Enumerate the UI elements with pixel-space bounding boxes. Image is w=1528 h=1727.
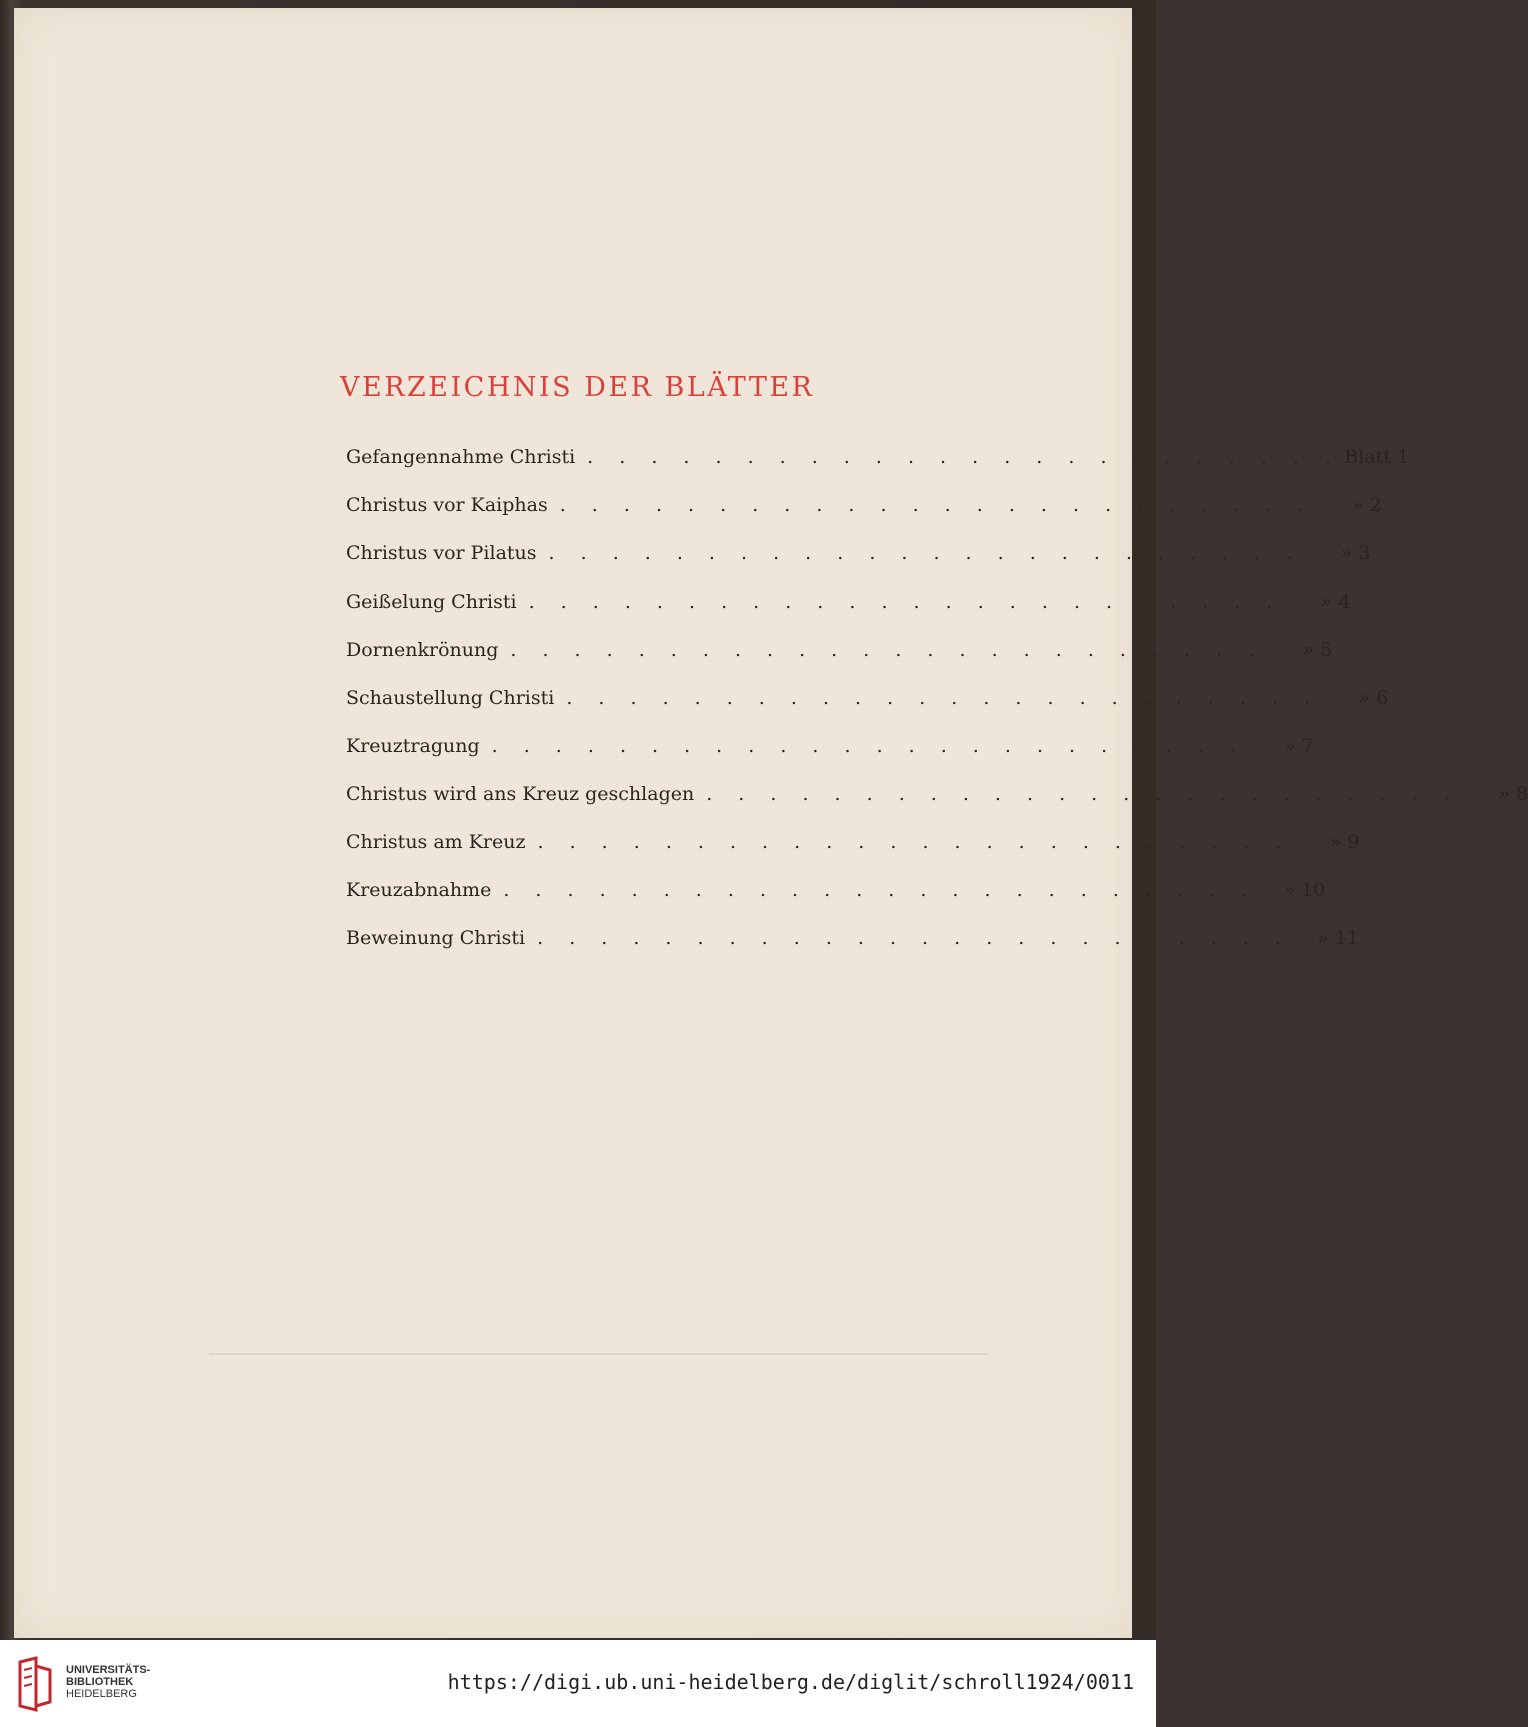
toc-heading: VERZEICHNIS DER BLÄTTER: [340, 372, 815, 403]
toc-entry-title: Christus vor Kaiphas: [346, 494, 548, 516]
toc-entry-ref: » 10: [1283, 879, 1326, 901]
book-page: [14, 8, 1132, 1638]
toc-entry: [346, 687, 1389, 717]
toc-entry: [346, 591, 1351, 621]
toc-leader-dots: . . . . . . . . . . . . . . . . . . . . . . . .: [566, 687, 1321, 709]
toc-entry: [346, 879, 1326, 909]
toc-entry-title: Schaustellung Christi: [346, 687, 555, 709]
toc-entry-ref: » 4: [1320, 591, 1351, 613]
toc-entry: [346, 542, 1371, 572]
toc-leader-dots: . . . . . . . . . . . . . . . . . . . . . . . .: [587, 446, 1342, 468]
toc-entry-title: Beweinung Christi: [346, 927, 526, 949]
toc-entry: [346, 446, 1410, 476]
permalink-url[interactable]: https://digi.ub.uni-heidelberg.de/diglit/schroll1924/0011: [447, 1670, 1134, 1694]
toc-entry: [346, 639, 1333, 669]
toc-entry: [346, 735, 1314, 765]
toc-entry-title: Christus vor Pilatus: [346, 542, 537, 564]
toc-entry-ref: » 7: [1283, 735, 1314, 757]
toc-entry-title: Geißelung Christi: [346, 591, 517, 613]
library-name-line: UNIVERSITÄTS-: [66, 1664, 151, 1676]
toc-entry-ref: Blatt 1: [1344, 446, 1410, 468]
toc-entry-title: Kreuztragung: [346, 735, 480, 757]
toc-entry-ref: » 5: [1302, 639, 1333, 661]
library-name: [66, 1664, 150, 1700]
toc-entry: [346, 927, 1359, 957]
toc-entry-ref: » 3: [1340, 542, 1371, 564]
toc-entry-ref: » 6: [1358, 687, 1389, 709]
toc-entry-ref: » 8: [1498, 783, 1528, 805]
toc-entry-title: Gefangennahme Christi: [346, 446, 576, 468]
toc-leader-dots: . . . . . . . . . . . . . . . . . . . . . . . .: [548, 542, 1303, 564]
library-name-line: HEIDELBERG: [66, 1688, 137, 1700]
toc-leader-dots: . . . . . . . . . . . . . . . . . . . . . . . .: [537, 831, 1292, 853]
toc-entry-ref: » 11: [1317, 927, 1359, 949]
toc-leader-dots: . . . . . . . . . . . . . . . . . . . . . . . .: [559, 494, 1314, 516]
toc-leader-dots: . . . . . . . . . . . . . . . . . . . . . . . .: [528, 591, 1283, 613]
viewer-footer: [0, 1640, 1156, 1727]
toc-leader-dots: . . . . . . . . . . . . . . . . . . . . . . . .: [491, 735, 1246, 757]
toc-entry: [346, 494, 1382, 524]
toc-entry-title: Kreuzabnahme: [346, 879, 492, 901]
show-through-text: [209, 158, 1009, 1378]
toc-entry-title: Dornenkrönung: [346, 639, 499, 661]
toc-entry-title: Christus wird ans Kreuz geschlagen: [346, 783, 695, 805]
toc-leader-dots: . . . . . . . . . . . . . . . . . . . . . . . .: [503, 879, 1258, 901]
toc-entry-ref: » 2: [1351, 494, 1382, 516]
toc-entry-title: Christus am Kreuz: [346, 831, 526, 853]
library-name-line: BIBLIOTHEK: [66, 1676, 134, 1688]
toc-entry: [346, 831, 1360, 861]
toc-leader-dots: . . . . . . . . . . . . . . . . . . . . . . . .: [706, 783, 1461, 805]
toc-entry-ref: » 9: [1329, 831, 1360, 853]
toc-leader-dots: . . . . . . . . . . . . . . . . . . . . . . . .: [537, 927, 1291, 949]
ub-heidelberg-logo-icon: [14, 1656, 58, 1712]
toc-leader-dots: . . . . . . . . . . . . . . . . . . . . . . . .: [510, 639, 1265, 661]
toc-entry: [346, 783, 1528, 813]
